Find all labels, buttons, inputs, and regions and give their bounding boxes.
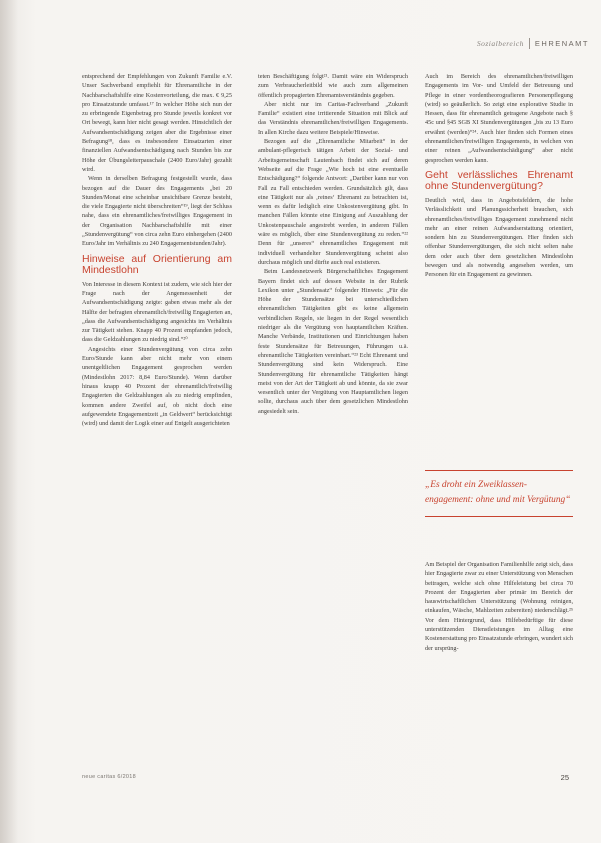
column-right-lower <box>425 560 573 653</box>
running-header <box>477 36 589 50</box>
paragraph: Beim Landesnetzwerk Bürgerschaftliches Engagement Bayern findet sich auf dessen Website in der Rubrik Lexikon unter „Stundensatz“ folgender Hinweis: „Für die Höhe der Stundensätze bei unterschiedlichen ehrenamtlichen Tätigkeiten gibt es keine allgemein verbindlichen Regeln, sie liegen in der Regel wesentlich niedriger als die Vergütung von hauptamtlichen Kräften. Manche Verbände, Institutionen und Einrichtungen haben feste Stundensätze für Betreuungen, Führungen u.ä. ehrenamtliche Tätigkeiten vereinbart.“²³ Echt Ehrenamt und Stundenvergütung sind kein Widerspruch. Eine Stundenvergütung für ehrenamtliche Tätigkeiten hängt meist von der Art der Tätigkeit ab und könnte, da sie zwar wesentlich unter der Vergütung von Hauptamtlichen liegen sollte, durchaus auch über dem gesetzlichen Mindestlohn angesiedelt sein. <box>258 268 408 415</box>
paragraph: Wenn in derselben Befragung festgestellt wurde, dass bezogen auf die Dauer des Engagements „bei 20 Stunden/Monat eine scheinbar unsichtbare Grenze besteht, die viele Engagierte nicht überschreiten“¹⁹, liegt der Schluss nahe, dass ein ehrenamtliches/freiwilliges Engagement in der Organisation Nachbarschaftshilfe mit einer „Stundenvergütung“ von circa zehn Euro einhergehen (2400 Euro/Jahr im Verhältnis zu 240 Engagementstunden/Jahr). <box>82 175 232 248</box>
paragraph: Auch im Bereich des ehrenamtlichen/freiwilligen Engagements im Vor- und Umfeld der Betreuung und Pflege in einer vordentheorografieren Personenpflegung (wird) so geäußerlich. So zeigt eine explorative Studie in Hessen, dass für ehrenamtlich getragene Angebote nach § 45c und §45 SGB XI Stundenvergütungen „bis zu 13 Euro erwähnt (werden)“²⁴. Auch hier finden sich Formen eines ehrenamtlichen/freiwilligen Engagements, in welchen von einer reinen „Aufwandsentschädigung“ aber nicht gesprochen werden kann. <box>425 73 573 164</box>
paragraph: teten Beschäftigung folgt²¹. Damit wäre ein Widerspruch zum Verbraucherleitbild wie auch zum allgemeinen öffentlich propagierten Ehrenamtsverständnis gegeben. <box>258 73 408 99</box>
column-right <box>425 72 573 280</box>
header-topic: EHRENAMT <box>534 38 589 48</box>
paragraph: Am Beispiel der Organisation Familienhilfe zeigt sich, dass hier Engagierte zwar zu einer Unterstützung von Menschen beitragen, welche sich ohne Hilfeleistung bei circa 70 Prozent der Engagierten aber primär im Bereich der hauswirtschaftlichen Unterstützung (Wohnung reinigen, einkaufen, Wäsche, Mahlzeiten zubereiten) niederschlägt.²⁵ Vor dem Hintergrund, dass Hilfebedürftige für diese unterstützenden Dienstleistungen im Alltag eine Kostenerstattung pro Einsatzstunde erbringen, wundert sich der ursprüng- <box>425 561 573 652</box>
paragraph: entsprechend der Empfehlungen von Zukunft Familie e.V. Unser Sachverband empfiehlt für Ehrenamtliche in der Nachbarschaftshilfe eine Kostenvorteilung, die max. € 9,25 pro Einsatzstunde umfasst.¹⁷ In welcher Höhe sich nun der zu erbringende Eigenbetrag pro Stunde jeweils konkret vor Ort bewegt, kann hier nicht gesagt werden. Hinsichtlich der Aufwandsentschädigung zeigen aber die Ergebnisse einer Befragung¹⁸, dass es insbesondere Einsatzarten einer finanziellen Aufwandsentschädigung nach Stunden bis zur Höhe der Übungsleiterpauschale (2400 Euro/Jahr) gezahlt wird. <box>82 73 232 173</box>
section-heading: Hinweise auf Orientierung am Mindestlohn <box>82 252 232 276</box>
column-middle <box>258 72 408 416</box>
pull-quote-text: „Es droht ein Zweiklassen-engagement: ohne und mit Vergütung“ <box>425 480 571 505</box>
header-divider <box>529 38 530 49</box>
paragraph: Von Interesse in diesem Kontext ist zudem, wie sich hier der Frage nach der Angemessenheit der Aufwandsentschädigung zeigte: gaben etwas mehr als der Hälfte der befragten ehrenamtlich/freiwillig Engagierten an, „dass die Aufwandsentschädigung angesichts im Verhältnis zur Tätigkeit stehen. Knapp 40 Prozent empfanden jedoch, dass die Geldzahlungen zu niedrig sind.“²⁰ <box>82 280 232 344</box>
section-heading: Geht verlässliches Ehrenamt ohne Stundenvergütung? <box>425 168 573 192</box>
paragraph: Angesichts einer Stundenvergütung von circa zehn Euro/Stunde kann aber nicht mehr von einem unentgeltlichen Engagement gesprochen werden (Mindestlohn 2017: 8,84 Euro/Stunde). Wenn darüber hinaus knapp 40 Prozent der ehrenamtlich/freiwillig Engagierten die Geldzahlungen als zu niedrig empfinden, kommen andere Zweifel auf, ob nicht doch eine aufgewendete Engagementzeit „in Geldwert“ berücksichtigt (wird) und damit der Logik einer auf Entgelt ausgerichteten <box>82 345 232 428</box>
page-fold-shadow <box>0 0 18 843</box>
paragraph: Aber nicht nur im Caritas-Fachverband „Zukunft Familie“ existiert eine irritierende Situation mit Blick auf das Verständnis ehrenamtlichen/freiwilligen Engagements. In allen Kirche dazu weitere Beispiele/Hinweise. <box>258 100 408 136</box>
paragraph: Deutlich wird, dass in Angebotsfeldern, die hohe Verlässlichkeit und Planungssicherheit brauchen, sich ehrenamtliches/freiwilliges Engagement zunehmend nicht mehr an einer reinen Aufwandserstattung orientiert, sondern hin zu Stundenvergütungen. Hier finden sich offenbar Stundenvergütungen, die sich nicht selten nahe dem oder auch über dem gesetzlichen Mindestlohn bewegen und als notwendig angesehen werden, um Personen für ein Engagement zu gewinnen. <box>425 196 573 279</box>
paragraph: Bezogen auf die „Ehrenamtliche Mitarbeit“ in der ambulant-pflegerisch tätigen Arbeit der Sozial- und Arbeitsgemeinschaft Lautenbach findet sich auf deren Webseite auf die Frage „Wie hoch ist eine eventuelle Entschädigung?“ folgende Antwort: „Darüber kann nur von Fall zu Fall entschieden werden. Grundsätzlich gilt, dass eine Tätigkeit nur als ‚reines‘ Ehrenamt zu betrachten ist, wenn es dafür lediglich eine Unkostenvergütung gibt. In manchen Fällen könnte eine Einigung auf Auszahlung der Unkostenpauschale angestrebt werden, in anderen Fällen wäre es möglich, über eine Stundenvergütung zu reden.“²² Denn für „unseres“ ehrenamtliches Engagement mit individuell verhandelter Stundenvergütung scheint also durchaus möglich und dürfte auch real existieren. <box>258 138 408 266</box>
header-section: Sozialbereich <box>476 38 524 48</box>
page-number: 25 <box>560 772 569 782</box>
pull-quote <box>425 470 573 517</box>
column-left <box>82 72 232 428</box>
page-footer <box>82 771 569 783</box>
publication-name: neue caritas 6/2018 <box>82 774 137 780</box>
